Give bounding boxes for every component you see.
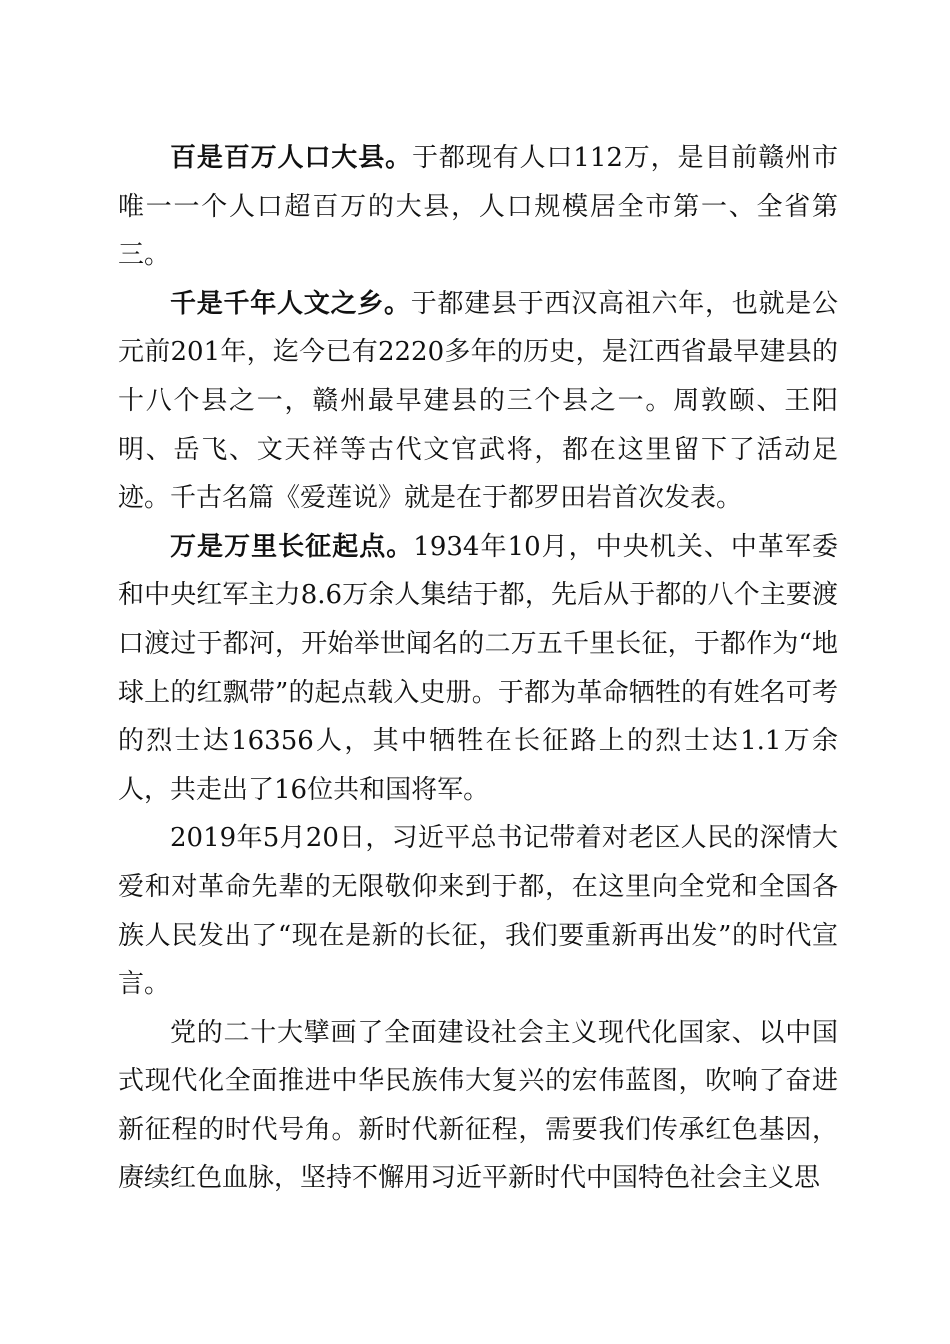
paragraph-body: 于都现有人口112万，是目前赣州市唯一一个人口超百万的大县，人口规模居全市第一、全省第三。 <box>118 143 838 271</box>
paragraph-new-journey <box>118 1009 838 1203</box>
paragraph-body: 2019年5月20日，习近平总书记带着对老区人民的深情大爱和对革命先辈的无限敬仰来到于都，在这里向全党和全国各族人民发出了“现在是新的长征，我们要重新再出发”的时代宣言。 <box>118 823 838 1000</box>
paragraph-population <box>118 134 838 280</box>
paragraph-lead: 万是万里长征起点。 <box>170 531 414 562</box>
paragraph-body: 于都建县于西汉高祖六年，也就是公元前201年，迄今已有2220多年的历史，是江西省最早建县的十八个县之一，赣州最早建县的三个县之一。周敦颐、王阳明、岳飞、文天祥等古代文官武将，都在这里留下了活动足迹。千古名篇《爱莲说》就是在于都罗田岩首次发表。 <box>118 288 838 514</box>
paragraph-lead: 千是千年人文之乡。 <box>170 288 411 319</box>
document-page <box>118 134 838 1203</box>
paragraph-lead: 百是百万人口大县。 <box>170 143 412 173</box>
paragraph-long-march <box>118 523 838 815</box>
paragraph-body: 党的二十大擘画了全面建设社会主义现代化国家、以中国式现代化全面推进中华民族伟大复兴的宏伟蓝图，吹响了奋进新征程的时代号角。新时代新征程，需要我们传承红色基因，赓续红色血脉，坚持不懈用习近平新时代中国特色社会主义思 <box>118 1017 838 1194</box>
paragraph-history <box>118 280 838 523</box>
paragraph-body: 1934年10月，中央机关、中革军委和中央红军主力8.6万余人集结于都，先后从于都的八个主要渡口渡过于都河，开始举世闻名的二万五千里长征，于都作为“地球上的红飘带”的起点载入史册。于都为革命牺牲的有姓名可考的烈士达16356人，其中牺牲在长征路上的烈士达1.1万余人，共走出了16位共和国将军。 <box>118 531 838 805</box>
paragraph-2019-visit <box>118 814 838 1008</box>
